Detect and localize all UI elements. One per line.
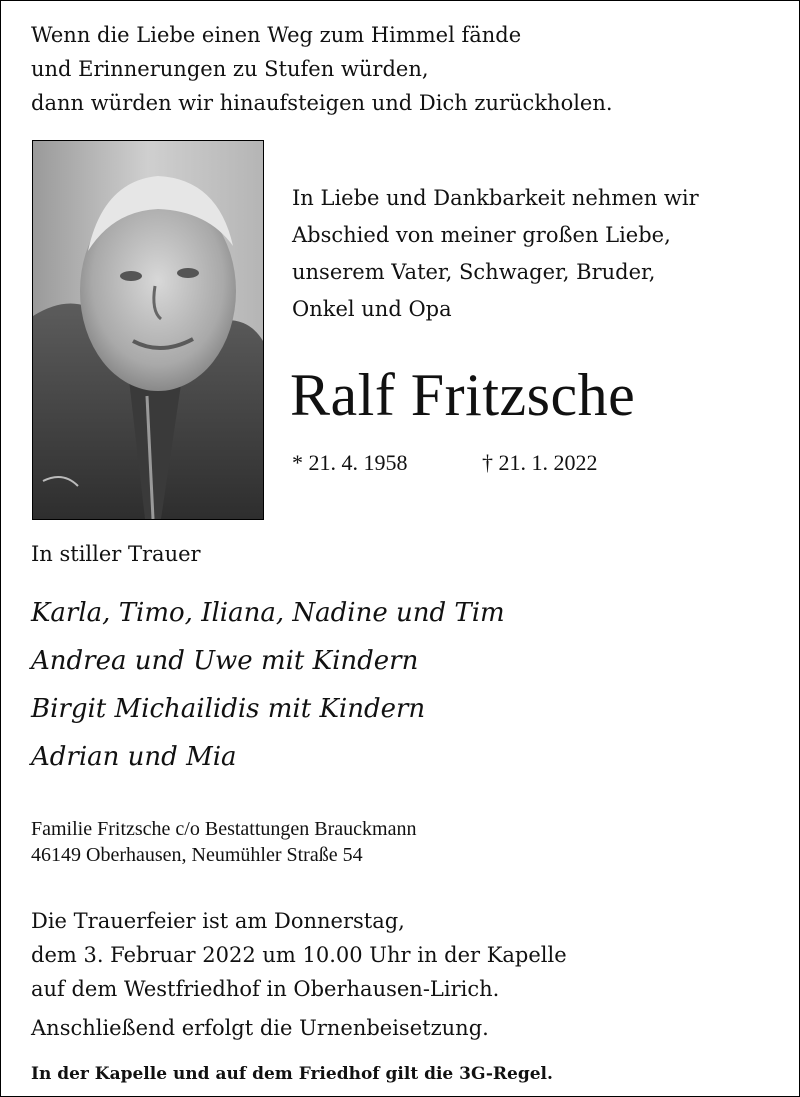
memorial-poem [31, 18, 613, 120]
portrait-image [33, 141, 263, 519]
farewell-line: unserem Vater, Schwager, Bruder, [292, 260, 656, 284]
mourner-entry: Adrian und Mia [31, 742, 237, 772]
poem-line: und Erinnerungen zu Stufen würden, [31, 57, 429, 81]
burial-note: Anschließend erfolgt die Urnenbeisetzung. [31, 1016, 489, 1040]
poem-line: dann würden wir hinaufsteigen und Dich zurückholen. [31, 91, 613, 115]
ceremony-line: Die Trauerfeier ist am Donnerstag, [31, 909, 405, 933]
death-date: † 21. 1. 2022 [482, 450, 598, 475]
address-line: 46149 Oberhausen, Neumühler Straße 54 [31, 844, 363, 866]
contact-address [31, 816, 416, 868]
health-rule-note: In der Kapelle und auf dem Friedhof gilt die 3G-Regel. [31, 1064, 553, 1084]
farewell-line: Abschied von meiner großen Liebe, [292, 223, 671, 247]
birth-date: * 21. 4. 1958 [292, 450, 408, 475]
mourners-list [31, 589, 505, 781]
ceremony-details [31, 904, 567, 1006]
address-line: Familie Fritzsche c/o Bestattungen Brauckmann [31, 818, 417, 840]
ceremony-line: dem 3. Februar 2022 um 10.00 Uhr in der Kapelle [31, 943, 567, 967]
mourning-heading: In stiller Trauer [31, 542, 201, 566]
mourner-entry: Birgit Michailidis mit Kindern [31, 694, 426, 724]
deceased-name: Ralf Fritzsche [290, 362, 636, 428]
farewell-line: Onkel und Opa [292, 297, 452, 321]
farewell-line: In Liebe und Dankbarkeit nehmen wir [292, 186, 699, 210]
poem-line: Wenn die Liebe einen Weg zum Himmel fände [31, 23, 522, 47]
mourner-entry: Karla, Timo, Iliana, Nadine und Tim [31, 598, 505, 628]
farewell-text [292, 180, 699, 328]
mourner-entry: Andrea und Uwe mit Kindern [31, 646, 419, 676]
ceremony-line: auf dem Westfriedhof in Oberhausen-Lirich. [31, 977, 500, 1001]
portrait-photo [32, 140, 264, 520]
